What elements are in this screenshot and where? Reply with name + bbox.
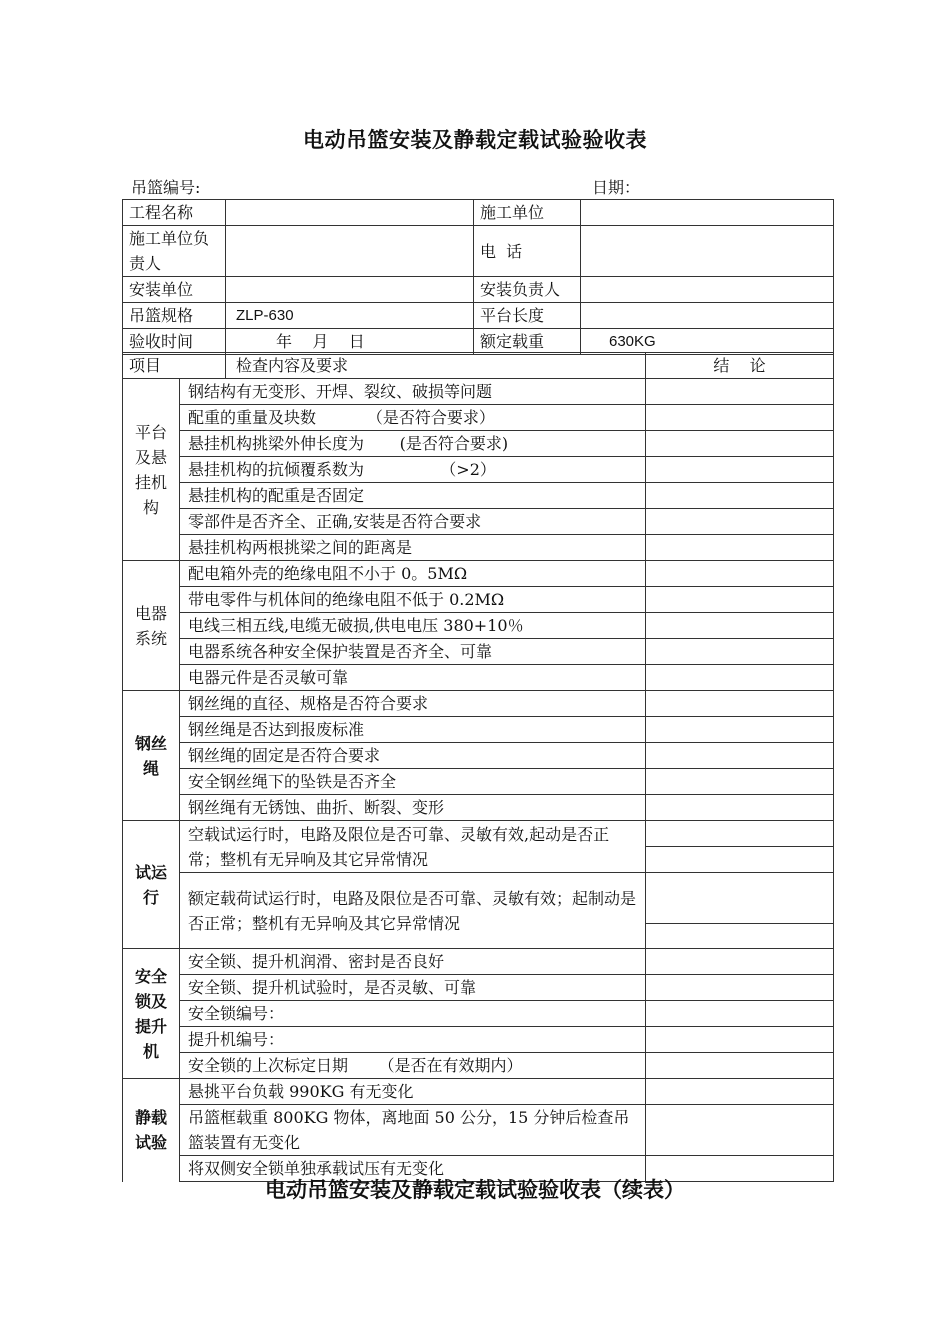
result-cell[interactable] xyxy=(646,821,834,847)
result-cell[interactable] xyxy=(646,1079,834,1105)
header-item: 项目 xyxy=(123,353,226,379)
check-item: 配电箱外壳的绝缘电阻不小于 0。5MΩ xyxy=(180,561,646,587)
check-item: 安全锁的上次标定日期 （是否在有效期内） xyxy=(180,1053,646,1079)
check-item: 钢结构有无变形、开焊、裂纹、破损等问题 xyxy=(180,379,646,405)
check-item: 空载试运行时，电路及限位是否可靠、灵敏有效,起动是否正常；整机有无异响及其它异常情况 xyxy=(180,821,646,873)
install-leader-label: 安装负责人 xyxy=(474,277,581,303)
result-cell[interactable] xyxy=(646,873,834,924)
header-result: 结 论 xyxy=(646,353,834,379)
result-cell[interactable] xyxy=(646,1027,834,1053)
spec-value: ZLP-630 xyxy=(226,303,474,329)
date-label: 日期： xyxy=(592,178,641,197)
install-unit-field[interactable] xyxy=(226,277,474,303)
result-cell[interactable] xyxy=(646,561,834,587)
construction-unit-field[interactable] xyxy=(581,200,834,226)
result-cell[interactable] xyxy=(646,431,834,457)
result-cell[interactable] xyxy=(646,379,834,405)
header-content: 检查内容及要求 xyxy=(226,353,646,379)
result-cell[interactable] xyxy=(646,1105,834,1156)
info-table xyxy=(122,199,834,355)
install-unit-label: 安装单位 xyxy=(123,277,226,303)
result-cell[interactable] xyxy=(646,535,834,561)
basket-number-label: 吊篮编号: xyxy=(131,178,201,197)
result-cell[interactable] xyxy=(646,639,834,665)
result-cell[interactable] xyxy=(646,717,834,743)
check-item: 钢丝绳的直径、规格是否符合要求 xyxy=(180,691,646,717)
platform-length-label: 平台长度 xyxy=(474,303,581,329)
accept-time-label: 验收时间 xyxy=(123,329,226,355)
construction-unit-label: 施工单位 xyxy=(474,200,581,226)
check-item: 悬挂机构挑梁外伸长度为 (是否符合要求) xyxy=(180,431,646,457)
check-item: 悬挂机构的抗倾覆系数为 （>2） xyxy=(180,457,646,483)
check-item: 电线三相五线,电缆无破损,供电电压 380+10％ xyxy=(180,613,646,639)
check-item: 带电零件与机体间的绝缘电阻不低于 0.2MΩ xyxy=(180,587,646,613)
result-cell[interactable] xyxy=(646,587,834,613)
check-item: 电器系统各种安全保护装置是否齐全、可靠 xyxy=(180,639,646,665)
check-item: 悬挂机构的配重是否固定 xyxy=(180,483,646,509)
checklist-table xyxy=(122,352,834,1182)
result-cell[interactable] xyxy=(646,457,834,483)
result-cell[interactable] xyxy=(646,975,834,1001)
category-trial-run: 试运行 xyxy=(123,821,180,949)
check-item: 安全锁、提升机试验时，是否灵敏、可靠 xyxy=(180,975,646,1001)
phone-field[interactable] xyxy=(581,226,834,277)
result-cell[interactable] xyxy=(646,743,834,769)
check-item: 电器元件是否灵敏可靠 xyxy=(180,665,646,691)
result-cell[interactable] xyxy=(646,847,834,873)
accept-time-value: 年 月 日 xyxy=(226,329,474,355)
install-leader-field[interactable] xyxy=(581,277,834,303)
result-cell[interactable] xyxy=(646,949,834,975)
spec-label: 吊篮规格 xyxy=(123,303,226,329)
rated-load-value: 630KG xyxy=(581,329,834,355)
construction-leader-field[interactable] xyxy=(226,226,474,277)
check-item: 提升机编号： xyxy=(180,1027,646,1053)
project-name-field[interactable] xyxy=(226,200,474,226)
check-item: 安全锁、提升机润滑、密封是否良好 xyxy=(180,949,646,975)
document-title: 电动吊篮安装及静载定载试验验收表 xyxy=(303,127,647,152)
phone-label: 电 话 xyxy=(474,226,581,277)
category-wire-rope: 钢丝绳 xyxy=(123,691,180,821)
result-cell[interactable] xyxy=(646,405,834,431)
check-item: 额定载荷试运行时，电路及限位是否可靠、灵敏有效；起制动是否正常；整机有无异响及其它异常情况 xyxy=(180,873,646,949)
check-item: 悬挂机构两根挑梁之间的距离是 xyxy=(180,535,646,561)
construction-leader-label: 施工单位负责人 xyxy=(123,226,226,277)
result-cell[interactable] xyxy=(646,924,834,949)
check-item: 钢丝绳的固定是否符合要求 xyxy=(180,743,646,769)
category-platform: 平台及悬挂机构 xyxy=(123,379,180,561)
result-cell[interactable] xyxy=(646,691,834,717)
rated-load-label: 额定载重 xyxy=(474,329,581,355)
result-cell[interactable] xyxy=(646,769,834,795)
result-cell[interactable] xyxy=(646,509,834,535)
check-item: 吊篮框载重 800KG 物体，离地面 50 公分，15 分钟后检查吊篮装置有无变化 xyxy=(180,1105,646,1156)
category-static-load: 静载试验 xyxy=(123,1079,180,1182)
platform-length-field[interactable] xyxy=(581,303,834,329)
check-item: 悬挑平台负载 990KG 有无变化 xyxy=(180,1079,646,1105)
continued-title: 电动吊篮安装及静载定载试验验收表（续表） xyxy=(265,1177,685,1202)
result-cell[interactable] xyxy=(646,665,834,691)
result-cell[interactable] xyxy=(646,795,834,821)
result-cell[interactable] xyxy=(646,1053,834,1079)
category-electrical: 电器系统 xyxy=(123,561,180,691)
category-safety-lock: 安全锁及提升机 xyxy=(123,949,180,1079)
check-item: 钢丝绳有无锈蚀、曲折、断裂、变形 xyxy=(180,795,646,821)
check-item: 钢丝绳是否达到报废标准 xyxy=(180,717,646,743)
check-item: 安全锁编号： xyxy=(180,1001,646,1027)
check-item: 零部件是否齐全、正确,安装是否符合要求 xyxy=(180,509,646,535)
project-name-label: 工程名称 xyxy=(123,200,226,226)
check-item: 配重的重量及块数 （是否符合要求） xyxy=(180,405,646,431)
check-item: 将双侧安全锁单独承载试压有无变化 xyxy=(180,1156,646,1182)
result-cell[interactable] xyxy=(646,1001,834,1027)
result-cell[interactable] xyxy=(646,483,834,509)
check-item: 安全钢丝绳下的坠铁是否齐全 xyxy=(180,769,646,795)
result-cell[interactable] xyxy=(646,613,834,639)
